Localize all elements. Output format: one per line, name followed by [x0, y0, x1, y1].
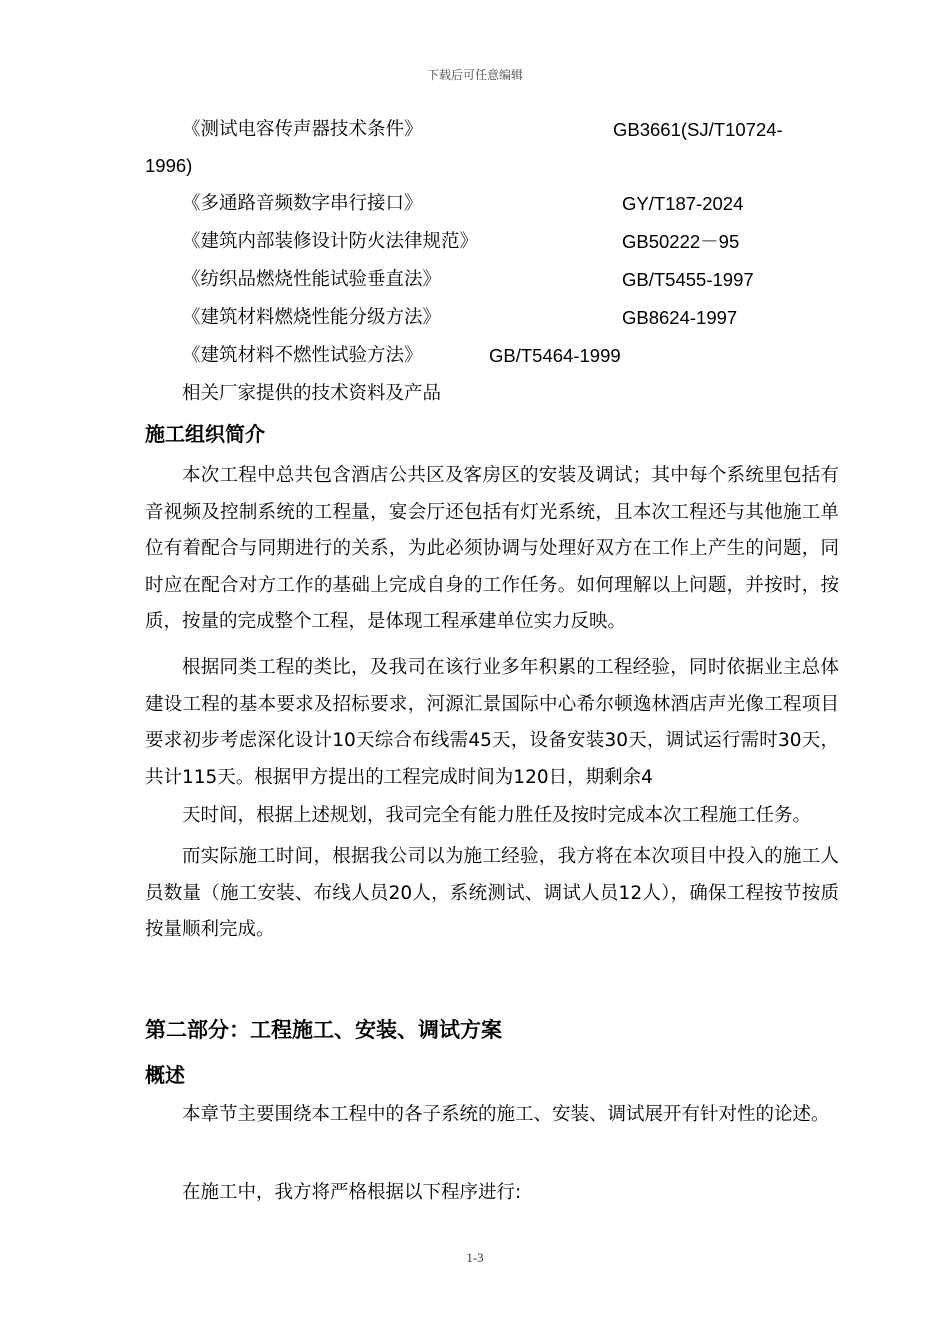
page-number: 1-3 — [466, 1250, 484, 1265]
standard-code: GY/T187-2024 — [622, 193, 744, 214]
standard-title: 《建筑材料不燃性试验方法》 — [182, 345, 423, 366]
body-paragraph: 天时间，根据上述规划，我司完全有能力胜任及按时完成本次工程施工任务。 — [182, 805, 812, 826]
standard-code: GB3661(SJ/T10724- — [613, 119, 783, 140]
standard-code: GB50222－95 — [622, 231, 740, 252]
standard-code: GB8624-1997 — [622, 307, 738, 328]
standard-title: 《多通路音频数字串行接口》 — [182, 193, 423, 214]
body-paragraph: 而实际施工时间，根据我公司以为施工经验，我方将在本次项目中投入的施工人员数量（施工安装、布线人员20人，系统测试、调试人员12人），确保工程按节按质按量顺利完成。 — [145, 846, 839, 940]
standard-code-continuation: 1996) — [145, 155, 193, 176]
related-materials-line: 相关厂家提供的技术资料及产品 — [182, 383, 442, 404]
standard-title: 《建筑内部装修设计防火法律规范》 — [182, 231, 479, 252]
body-paragraph: 在施工中，我方将严格根据以下程序进行: — [182, 1182, 522, 1203]
standard-title: 《测试电容传声器技术条件》 — [182, 119, 423, 140]
section-subheading: 概述 — [145, 1063, 185, 1087]
standard-code: GB/T5464-1999 — [489, 345, 621, 366]
standard-title: 《纺织品燃烧性能试验垂直法》 — [182, 269, 442, 290]
standard-title: 《建筑材料燃烧性能分级方法》 — [182, 307, 442, 328]
body-paragraph: 本章节主要围绕本工程中的各子系统的施工、安装、调试展开有针对性的论述。 — [182, 1104, 830, 1125]
part-heading: 第二部分：工程施工、安装、调试方案 — [145, 1018, 502, 1042]
body-paragraph: 根据同类工程的类比，及我司在该行业多年积累的工程经验，同时依据业主总体建设工程的基本要求及招标要求，河源汇景国际中心希尔顿逸林酒店声光像工程项目要求初步考虑深化设计10天综合布线需45天，设备安装30天，调试运行需时30天，共计115天。根据甲方提出的工程完成时间为120日，期剩余4 — [145, 657, 839, 788]
section-heading: 施工组织简介 — [145, 422, 265, 446]
body-paragraph: 本次工程中总共包含酒店公共区及客房区的安装及调试；其中每个系统里包括有音视频及控制系统的工程量，宴会厅还包括有灯光系统，且本次工程还与其他施工单位有着配合与同期进行的关系，为此必须协调与处理好双方在工作上产生的问题，同时应在配合对方工作的基础上完成自身的工作任务。如何理解以上问题，并按时，按质，按量的完成整个工程，是体现工程承建单位实力反映。 — [145, 465, 839, 632]
page-header: 下载后可任意编辑 — [426, 68, 523, 82]
standard-code: GB/T5455-1997 — [622, 269, 754, 290]
